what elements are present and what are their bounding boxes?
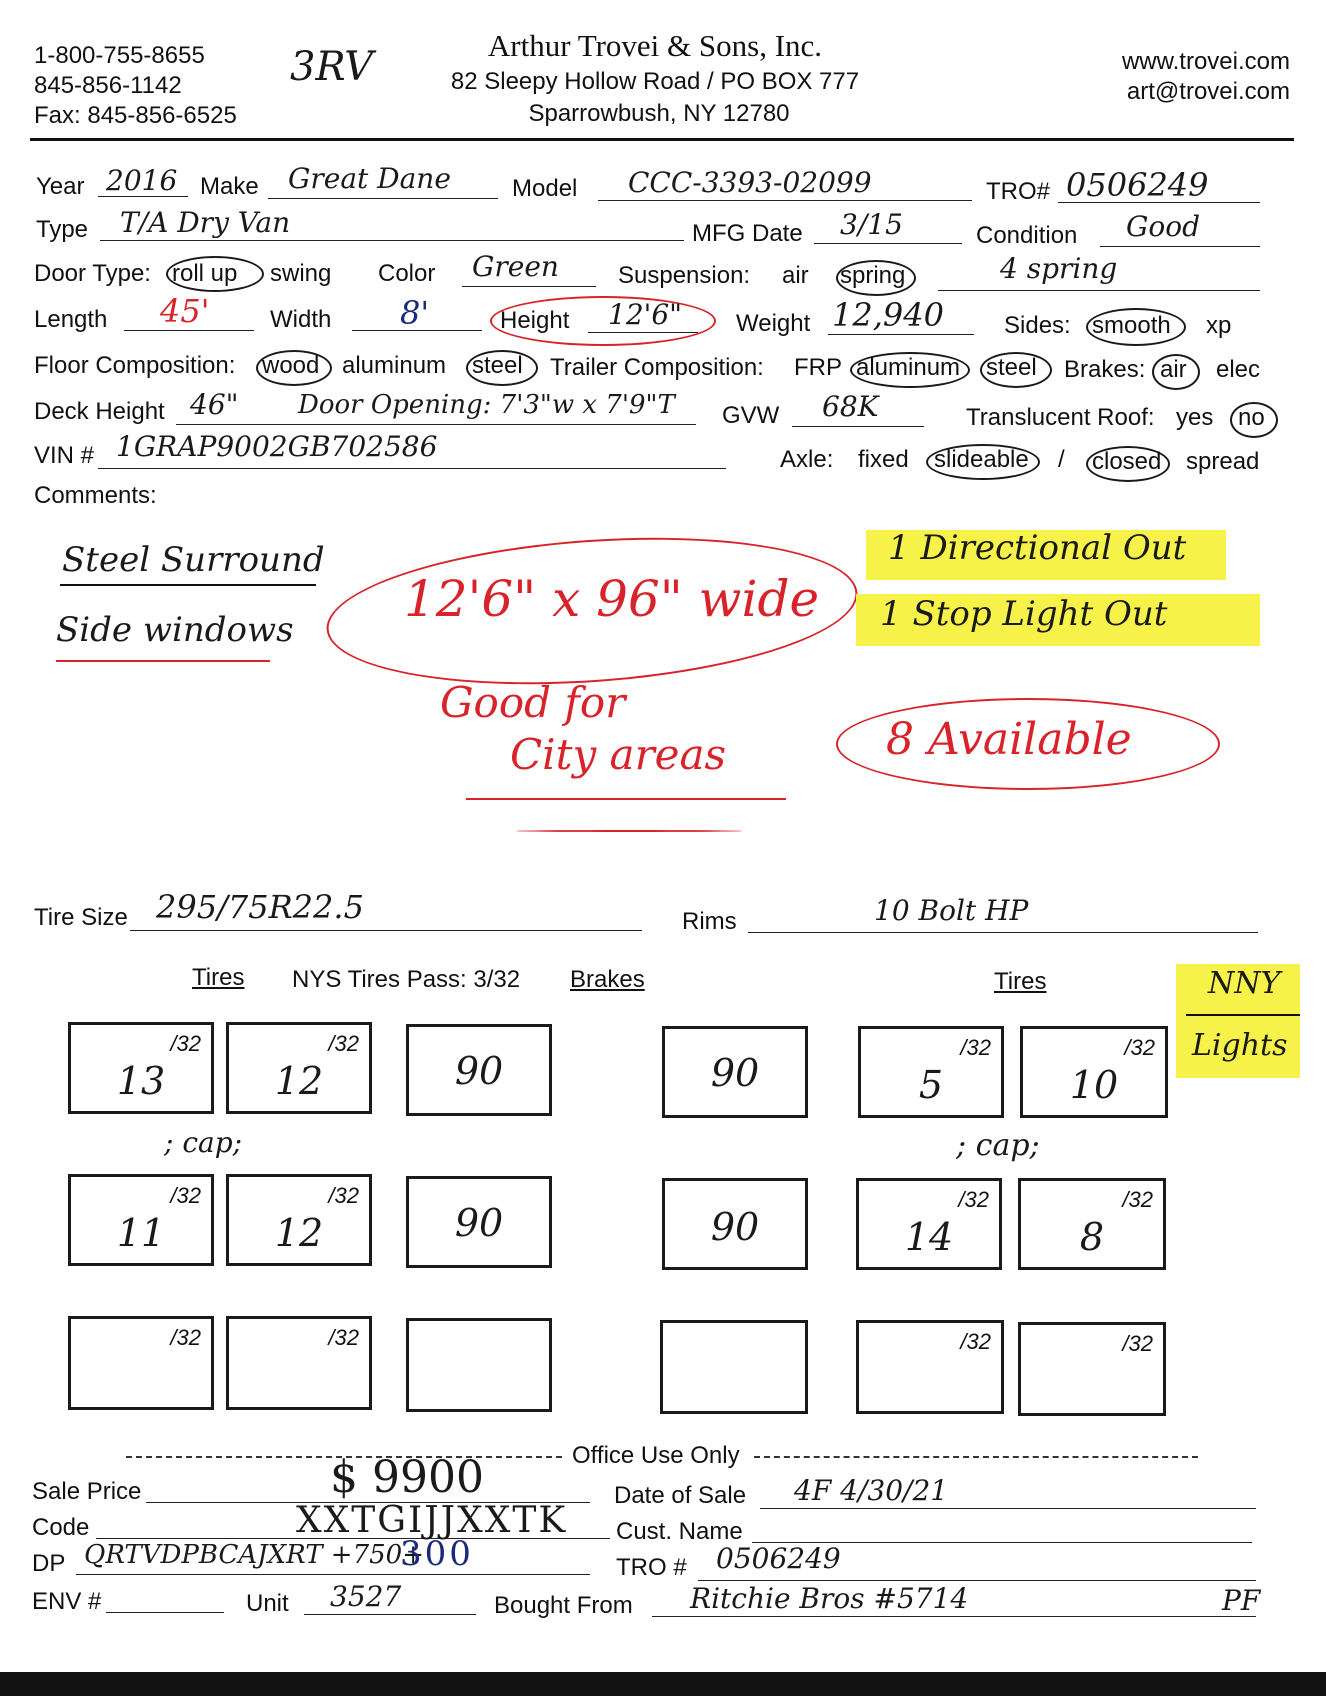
cust-name-label: Cust. Name xyxy=(616,1518,743,1545)
condition-label: Condition xyxy=(976,222,1078,249)
height-value[interactable]: 12'6" xyxy=(608,298,683,331)
sides-xp-option[interactable]: xp xyxy=(1206,312,1232,339)
initials-value: PF xyxy=(1222,1584,1261,1617)
tire-depth-value: 12 xyxy=(274,1211,324,1255)
floor-steel-option[interactable]: steel xyxy=(472,352,523,379)
color-value[interactable]: Green xyxy=(472,250,559,283)
deck-height-value[interactable]: 46" xyxy=(190,388,239,421)
tire-depth-value: 10 xyxy=(1069,1063,1119,1107)
condition-value[interactable]: Good xyxy=(1126,210,1201,243)
nny-underline xyxy=(1186,1014,1300,1016)
brake-box-r3-left[interactable] xyxy=(406,1318,552,1412)
header-divider xyxy=(30,138,1294,141)
company-address-1: 82 Sleepy Hollow Road / PO BOX 777 xyxy=(450,68,860,95)
tire-depth-value: 13 xyxy=(116,1059,166,1103)
env-label: ENV # xyxy=(32,1588,102,1615)
brake-box-r1-right[interactable] xyxy=(662,1026,808,1118)
fraction-label: /32 xyxy=(1124,1035,1155,1060)
brakes-label: Brakes: xyxy=(1064,356,1146,383)
door-type-label: Door Type: xyxy=(34,260,151,287)
fraction-label: /32 xyxy=(960,1035,991,1060)
tire-depth-value: 14 xyxy=(904,1215,954,1259)
trailer-composition-label: Trailer Composition: xyxy=(550,354,764,381)
tire-size-line xyxy=(130,930,642,931)
nys-tires-pass: NYS Tires Pass: 3/32 xyxy=(292,966,521,993)
fraction-label: /32 xyxy=(170,1183,201,1208)
model-line xyxy=(598,200,972,201)
suspension-air-option[interactable]: air xyxy=(782,262,809,289)
brakes-air-option[interactable]: air xyxy=(1160,356,1187,383)
roof-yes-option[interactable]: yes xyxy=(1176,404,1214,431)
make-line xyxy=(268,198,498,199)
dp-label: DP xyxy=(32,1550,66,1577)
office-tro-line xyxy=(698,1580,1256,1581)
comment-dimensions: 12'6" x 96" wide xyxy=(404,570,820,628)
lights-text: Lights xyxy=(1192,1028,1288,1063)
nny-text: NNY xyxy=(1208,966,1281,1001)
unit-value[interactable]: 3527 xyxy=(330,1580,402,1613)
fraction-label: /32 xyxy=(960,1329,991,1354)
tire-depth-value: 5 xyxy=(918,1063,944,1107)
condition-line xyxy=(1100,246,1260,247)
tire-box-r3-c6[interactable] xyxy=(1018,1322,1166,1416)
mfg-date-label: MFG Date xyxy=(692,220,803,247)
tro-value[interactable]: 0506249 xyxy=(1066,166,1209,204)
cap-left-note: ; cap; xyxy=(164,1126,243,1159)
axle-separator: / xyxy=(1058,446,1065,473)
vin-label: VIN # xyxy=(34,442,95,469)
comment-steel-underline xyxy=(60,584,316,586)
fraction-label: /32 xyxy=(328,1325,359,1350)
weight-value[interactable]: 12,940 xyxy=(832,296,944,334)
year-label: Year xyxy=(36,173,85,200)
type-value[interactable]: T/A Dry Van xyxy=(120,206,291,239)
length-line xyxy=(124,330,254,331)
office-tro-label: TRO # xyxy=(616,1554,687,1581)
model-value[interactable]: CCC-3393-02099 xyxy=(628,166,872,199)
door-rollup-option[interactable]: roll up xyxy=(172,260,238,287)
tro-label: TRO# xyxy=(986,178,1051,205)
brake-box-r1-left[interactable] xyxy=(406,1024,552,1116)
make-value[interactable]: Great Dane xyxy=(288,162,451,195)
year-value[interactable]: 2016 xyxy=(106,164,178,197)
date-of-sale-line xyxy=(760,1508,1256,1509)
weight-line xyxy=(828,334,974,335)
cap-right-note: ; cap; xyxy=(956,1128,1040,1163)
sale-price-label: Sale Price xyxy=(32,1478,142,1505)
deck-height-line xyxy=(176,424,696,425)
sides-smooth-option[interactable]: smooth xyxy=(1092,312,1171,339)
tires-left-header: Tires xyxy=(192,964,245,991)
axle-spread-option[interactable]: spread xyxy=(1186,448,1260,475)
tire-box-r2-c5[interactable] xyxy=(856,1178,1002,1270)
unit-line xyxy=(304,1614,476,1615)
color-line xyxy=(462,286,596,287)
tire-box-r2-c2[interactable] xyxy=(226,1174,372,1266)
handwritten-code: 3RV xyxy=(290,44,374,90)
office-dash-right xyxy=(754,1456,1198,1458)
floor-composition-label: Floor Composition: xyxy=(34,352,236,379)
color-label: Color xyxy=(378,260,436,287)
rims-line xyxy=(748,932,1258,933)
rims-value[interactable]: 10 Bolt HP xyxy=(874,894,1029,927)
floor-aluminum-option[interactable]: aluminum xyxy=(342,352,447,379)
scan-bottom-band xyxy=(0,1672,1326,1696)
city-underline-1 xyxy=(466,798,786,800)
date-of-sale-value[interactable]: 4F 4/30/21 xyxy=(794,1474,949,1507)
axle-label: Axle: xyxy=(780,446,834,473)
comment-steel-surround: Steel Surround xyxy=(62,540,325,580)
deck-height-label: Deck Height xyxy=(34,398,165,425)
dp-line xyxy=(76,1574,590,1575)
brake-box-r2-right[interactable] xyxy=(662,1178,808,1270)
axle-slideable-option[interactable]: slideable xyxy=(934,446,1029,473)
tire-depth-value: 8 xyxy=(1079,1215,1105,1259)
height-line xyxy=(588,332,698,333)
rims-label: Rims xyxy=(682,908,737,935)
model-label: Model xyxy=(512,175,578,202)
bought-from-line xyxy=(652,1616,1256,1617)
fraction-label: /32 xyxy=(170,1325,201,1350)
tire-size-value[interactable]: 295/75R22.5 xyxy=(156,888,364,926)
code-label: Code xyxy=(32,1514,90,1541)
suspension-value[interactable]: 4 spring xyxy=(1000,252,1118,285)
suspension-spring-option[interactable]: spring xyxy=(840,262,906,289)
suspension-label: Suspension: xyxy=(618,262,751,289)
tire-box-r2-c6[interactable] xyxy=(1018,1178,1166,1270)
axle-fixed-option[interactable]: fixed xyxy=(858,446,909,473)
fraction-label: /32 xyxy=(1122,1187,1153,1212)
brake-value: 90 xyxy=(710,1051,760,1095)
make-label: Make xyxy=(200,173,259,200)
sides-label: Sides: xyxy=(1004,312,1071,339)
office-tro-value[interactable]: 0506249 xyxy=(716,1542,841,1575)
fraction-label: /32 xyxy=(958,1187,989,1212)
tire-box-r3-c1[interactable] xyxy=(68,1316,214,1410)
tire-size-label: Tire Size xyxy=(34,904,128,931)
sale-price-value[interactable]: $ 9900 xyxy=(330,1452,484,1503)
door-opening-value[interactable]: Door Opening: 7'3"w x 7'9"T xyxy=(298,390,675,420)
dp-value[interactable]: QRTVDPBCAJXRT +750+ xyxy=(84,1540,425,1570)
env-line xyxy=(106,1612,224,1613)
type-label: Type xyxy=(36,216,89,243)
unit-label: Unit xyxy=(246,1590,289,1617)
vin-line xyxy=(98,468,726,469)
tire-box-r1-c6[interactable] xyxy=(1020,1026,1168,1118)
door-swing-option[interactable]: swing xyxy=(270,260,332,287)
tire-box-r3-c2[interactable] xyxy=(226,1316,372,1410)
gvw-label: GVW xyxy=(722,402,780,429)
translucent-roof-label: Translucent Roof: xyxy=(966,404,1155,431)
comment-city-areas: City areas xyxy=(510,730,727,779)
brake-value: 90 xyxy=(454,1201,504,1245)
vin-value[interactable]: 1GRAP9002GB702586 xyxy=(116,430,438,463)
code-value[interactable]: XXTGIJJXXTK xyxy=(296,1500,568,1541)
brake-value: 90 xyxy=(710,1205,760,1249)
gvw-value[interactable]: 68K xyxy=(822,390,879,423)
gvw-line xyxy=(792,426,924,427)
floor-wood-option[interactable]: wood xyxy=(262,352,320,379)
trailer-aluminum-option[interactable]: aluminum xyxy=(856,354,961,381)
office-use-title: Office Use Only xyxy=(572,1442,740,1469)
fraction-label: /32 xyxy=(170,1031,201,1056)
weight-label: Weight xyxy=(736,310,811,337)
width-value[interactable]: 8' xyxy=(400,294,430,332)
trailer-frp-option[interactable]: FRP xyxy=(794,354,842,381)
email-link[interactable]: art@trovei.com xyxy=(1126,78,1290,105)
tire-box-r1-c2[interactable] xyxy=(226,1022,372,1114)
bought-from-value[interactable]: Ritchie Bros #5714 xyxy=(690,1582,969,1615)
dp-extra-value[interactable]: 300 xyxy=(400,1534,474,1574)
phone-2: 845-856-1142 xyxy=(34,72,182,99)
brake-value: 90 xyxy=(454,1049,504,1093)
brake-box-r3-right[interactable] xyxy=(660,1320,808,1414)
length-value[interactable]: 45' xyxy=(160,292,210,330)
bought-from-label: Bought From xyxy=(494,1592,633,1619)
comment-directional-out: 1 Directional Out xyxy=(888,528,1187,568)
comment-side-underline xyxy=(56,660,270,662)
axle-closed-option[interactable]: closed xyxy=(1092,448,1162,475)
fax-number: Fax: 845-856-6525 xyxy=(34,102,237,129)
mfg-date-value[interactable]: 3/15 xyxy=(840,208,903,241)
height-label: Height xyxy=(500,307,570,334)
tires-right-header: Tires xyxy=(994,968,1047,995)
brake-box-r2-left[interactable] xyxy=(406,1176,552,1268)
width-label: Width xyxy=(270,306,332,333)
company-address-2: Sparrowbush, NY 12780 xyxy=(528,100,790,127)
fraction-label: /32 xyxy=(328,1031,359,1056)
brakes-header: Brakes xyxy=(570,966,645,993)
tire-depth-value: 12 xyxy=(274,1059,324,1103)
roof-no-option[interactable]: no xyxy=(1238,404,1265,431)
website-link[interactable]: www.trovei.com xyxy=(1121,48,1290,75)
phone-1: 1-800-755-8655 xyxy=(34,42,205,69)
tire-box-r1-c5[interactable] xyxy=(858,1026,1004,1118)
mfg-date-line xyxy=(814,243,962,244)
comment-good-for: Good for xyxy=(440,678,626,727)
tire-box-r3-c5[interactable] xyxy=(856,1320,1004,1414)
city-underline-2 xyxy=(516,830,742,832)
tire-box-r1-c1[interactable] xyxy=(68,1022,214,1114)
suspension-line xyxy=(938,290,1260,291)
comment-side-windows: Side windows xyxy=(56,610,294,650)
date-of-sale-label: Date of Sale xyxy=(614,1482,747,1509)
trailer-steel-option[interactable]: steel xyxy=(986,354,1037,381)
tire-depth-value: 11 xyxy=(116,1211,166,1255)
comment-available: 8 Available xyxy=(886,714,1132,765)
length-label: Length xyxy=(34,306,108,333)
brakes-elec-option[interactable]: elec xyxy=(1216,356,1261,383)
comments-label: Comments: xyxy=(34,482,157,509)
tire-box-r2-c1[interactable] xyxy=(68,1174,214,1266)
type-line xyxy=(100,240,684,241)
fraction-label: /32 xyxy=(1122,1331,1153,1356)
company-name: Arthur Trovei & Sons, Inc. xyxy=(487,28,823,63)
fraction-label: /32 xyxy=(328,1183,359,1208)
comment-stop-light-out: 1 Stop Light Out xyxy=(880,594,1168,634)
